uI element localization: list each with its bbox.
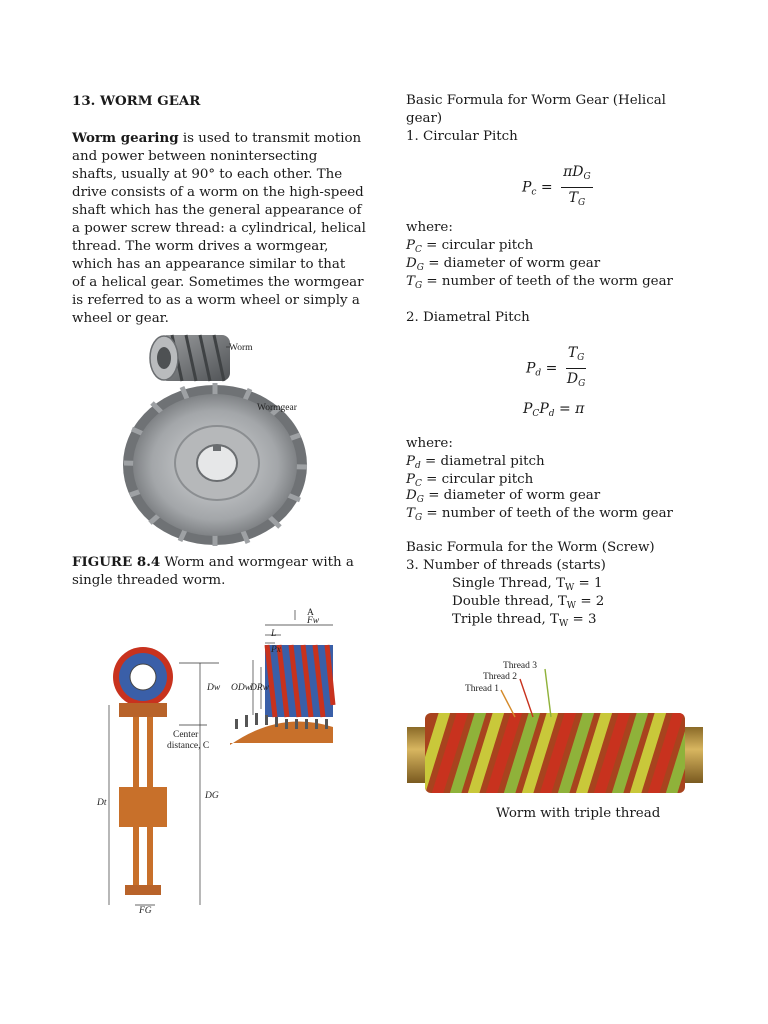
eq1-num: πD (563, 164, 584, 180)
eq3-a: P (523, 401, 533, 417)
def2-dg-sym: D (406, 488, 417, 503)
thread-1-label: Thread 1 (465, 684, 500, 694)
thread-double-sub: W (566, 601, 577, 611)
def1-tg-sub: G (414, 281, 423, 291)
def2-pd-sub: d (415, 461, 421, 471)
gear-formula-title-1: Basic Formula for Worm Gear (Helical (406, 93, 666, 108)
worm-figure-caption: Worm with triple thread (496, 806, 661, 821)
intro-line-4: shaft which has the general appearance of (72, 203, 362, 218)
intro-line-5: a power screw thread: a cylindrical, helical (72, 221, 366, 236)
item-circular-pitch: 1. Circular Pitch (406, 129, 518, 144)
figure-caption-line1: Worm and wormgear with a (160, 555, 354, 570)
intro-line-0: is used to transmit motion (178, 131, 362, 146)
def2-tg-sym: T (406, 506, 415, 521)
worm-formula-title: Basic Formula for the Worm (Screw) (406, 540, 655, 555)
dim-fw: Fw (307, 616, 320, 626)
where-label-1: where: (406, 220, 453, 235)
equation-pitch-product: $P_CP_d = \pi$ (523, 401, 585, 419)
intro-line-2: shafts, usually at 90° to each other. The (72, 167, 343, 182)
def1-tg-text: = number of teeth of the worm gear (422, 274, 673, 289)
dim-px: Px (271, 645, 282, 655)
intro-line-9: is referred to as a worm wheel or simply a (72, 293, 360, 308)
intro-line-10: wheel or gear. (72, 311, 169, 326)
thread-double-label: Double thread, T (452, 594, 567, 609)
dim-l: L (271, 629, 277, 639)
section-heading: 13. WORM GEAR (72, 93, 201, 109)
figure-caption (72, 553, 372, 590)
eq1-num-sub: G (583, 172, 591, 182)
gear-formula-title-2: gear) (406, 111, 443, 126)
intro-paragraph (72, 129, 368, 328)
def1-pc-sym: P (406, 238, 416, 253)
intro-line-1: and power between nonintersecting (72, 149, 318, 164)
thread-triple (452, 611, 597, 633)
worm-threads (419, 711, 697, 795)
gear-keyway (213, 445, 221, 451)
item-number-of-threads: 3. Number of threads (starts) (406, 558, 606, 573)
def2-dg-sub: G (416, 495, 424, 505)
item-diametral-pitch: 2. Diametral Pitch (406, 310, 530, 325)
figure-caption-line2: single threaded worm. (72, 573, 226, 588)
eq3-b-sub: d (548, 409, 555, 419)
intro-line-3: drive consists of a worm on the high-speed (72, 185, 364, 200)
def2-dg-text: = diameter of worm gear (423, 488, 601, 503)
dim-dw: Dw (207, 683, 221, 693)
intro-line-6: thread. The worm drives a wormgear, (72, 239, 329, 254)
eq2-fraction (566, 344, 587, 393)
def1-dg-sym: D (406, 256, 417, 271)
where-label-2: where: (406, 436, 453, 451)
def1-dg-sub: G (416, 263, 424, 273)
center-label-2: distance, C (167, 741, 210, 751)
eq2-den-sub: G (578, 379, 586, 389)
thread-3-label: Thread 3 (503, 661, 538, 671)
intro-line-7: which has an appearance similar to that (72, 257, 346, 272)
worm-label: Worm (229, 343, 253, 353)
eq3-rhs: π (575, 401, 585, 417)
def2-pc-sub: C (415, 479, 422, 489)
thread-single-sub: W (565, 583, 575, 593)
dim-drw: DRw (250, 683, 269, 693)
eq1-fraction (561, 163, 593, 212)
def2-pd-sym: P (406, 454, 416, 469)
dim-a: A (307, 608, 314, 618)
intro-line-8: of a helical gear. Sometimes the wormgear (72, 275, 364, 290)
dim-dt: Dt (97, 798, 107, 808)
eq1-lhs-sub: c (531, 187, 537, 198)
dimension-diagram (95, 605, 340, 915)
equation-diametral-pitch: $P_d$ = $\frac{T_G}{D_G}$ (526, 344, 586, 393)
eq2-num-sub: G (577, 353, 585, 363)
def1-pc-text: = circular pitch (421, 238, 534, 253)
def1-dg-text: = diameter of worm gear (423, 256, 601, 271)
eq2-lhs-sub: d (535, 368, 542, 379)
wormgear-label: Wormgear (257, 403, 297, 413)
def2-pc-text: = circular pitch (421, 472, 534, 487)
dim-fg: FG (139, 906, 152, 915)
thread-2-label: Thread 2 (483, 672, 518, 682)
wormgear-section (113, 647, 173, 895)
center-label-1: Center (173, 730, 199, 740)
triple-thread-worm-figure (405, 655, 705, 805)
def2-pd-text: = diametral pitch (420, 454, 545, 469)
dim-dg: DG (205, 791, 219, 801)
eq1-den: T (568, 190, 578, 206)
thread-single-value: = 1 (574, 576, 603, 591)
eq3-b: P (539, 401, 549, 417)
eq2-lhs: P (526, 360, 536, 377)
def1-pc-sub: C (415, 245, 422, 255)
eq2-num: T (567, 345, 578, 361)
thread-double-value: = 2 (576, 594, 605, 609)
thread-single-label: Single Thread, T (452, 576, 565, 591)
def2-tg (406, 505, 673, 527)
eq3-a-sub: C (532, 409, 540, 419)
worm-wormgear-figure (120, 325, 350, 550)
def2-tg-sub: G (414, 513, 423, 523)
thread-triple-value: = 3 (568, 612, 597, 627)
left-column (72, 92, 368, 328)
figure-caption-label: FIGURE 8.4 (72, 554, 161, 570)
eq1-den-sub: G (578, 198, 586, 208)
thread-triple-label: Triple thread, T (452, 612, 559, 627)
def1-tg (406, 273, 673, 295)
equation-circular-pitch: $P_c$ = $\frac{\pi D_G}{T_G}$ (522, 163, 593, 212)
eq2-den: D (566, 371, 579, 387)
dim-odw: ODw (231, 683, 252, 693)
worm-shaft (150, 335, 230, 381)
def1-tg-sym: T (406, 274, 415, 289)
intro-term: Worm gearing (72, 130, 179, 146)
eq1-lhs: P (522, 179, 532, 196)
def2-pc-sym: P (406, 472, 416, 487)
worm-closeup (230, 645, 333, 745)
def2-tg-text: = number of teeth of the worm gear (422, 506, 673, 521)
thread-triple-sub: W (558, 619, 569, 629)
